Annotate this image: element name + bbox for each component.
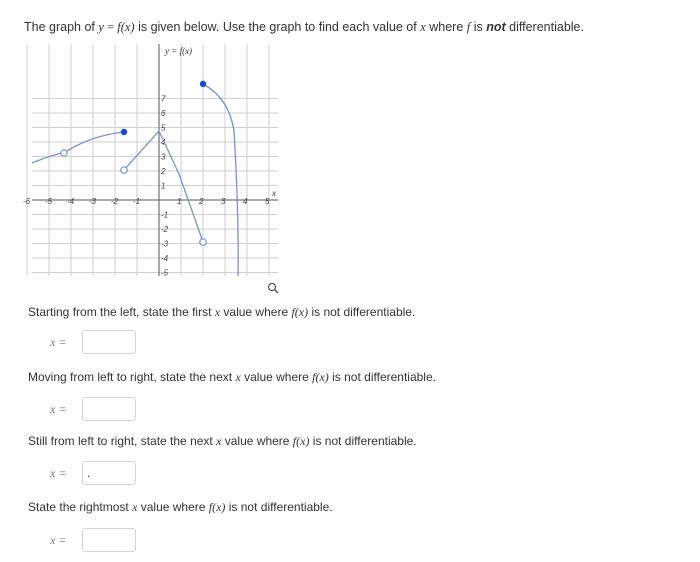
x-tick-label: 5 — [265, 197, 270, 206]
q3-fx: f(x) — [292, 434, 310, 448]
q4-mid: value where — [137, 500, 209, 514]
answer-input-2[interactable] — [82, 397, 136, 421]
x-tick-label: -4 — [67, 197, 75, 206]
q1-mid: value where — [220, 305, 292, 319]
magnifier-icon[interactable] — [269, 284, 279, 294]
q2-var: x — [235, 370, 241, 384]
question-2 — [28, 370, 436, 385]
intro-x: x — [420, 20, 426, 34]
q4-var: x — [132, 500, 138, 514]
answer-input-3[interactable] — [82, 461, 136, 485]
x-tick-label: 3 — [221, 197, 226, 206]
x-tick-label: -3 — [89, 197, 97, 206]
graph-svg — [24, 36, 286, 298]
open-point-bottom — [200, 239, 206, 245]
intro-y: y — [98, 20, 104, 34]
x-tick-label: -1 — [133, 197, 141, 206]
x-tick-label: 2 — [199, 197, 204, 206]
closed-point-left — [121, 129, 127, 135]
answer-input-1[interactable] — [82, 330, 136, 354]
y-tick-label: 5 — [161, 123, 166, 133]
y-tick-label: 7 — [161, 94, 166, 104]
magnifier-lens — [269, 284, 276, 291]
intro-text-b: is given below. Use the graph to find each value of — [134, 20, 421, 34]
q3-mid: value where — [221, 434, 293, 448]
q4-fx: f(x) — [208, 500, 226, 514]
magnifier-handle — [275, 290, 279, 294]
answer-row-4 — [50, 526, 136, 554]
x-tick-label: -5 — [45, 197, 53, 206]
open-point-mid — [121, 167, 127, 173]
question-1 — [28, 305, 415, 320]
answer-row-2 — [50, 395, 136, 423]
y-tick-label: -2 — [161, 225, 169, 234]
q2-fx: f(x) — [312, 370, 329, 384]
function-label: y = f(x) — [165, 46, 193, 56]
question-4 — [28, 500, 333, 515]
x-tick-label: 4 — [243, 197, 248, 206]
y-tick-label: -3 — [161, 239, 169, 249]
q4-post: is not differentiable. — [225, 500, 333, 514]
y-tick-label: 4 — [161, 138, 166, 147]
y-tick-label: 6 — [161, 109, 166, 118]
intro-f: f — [466, 20, 471, 34]
answer-row-3 — [50, 459, 136, 487]
q3-pre: Still from left to right, state the next — [28, 434, 217, 448]
curves — [32, 81, 238, 276]
q2-pre: Moving from left to right, state the next — [28, 370, 236, 384]
function-graph — [24, 36, 286, 298]
open-point-left — [61, 150, 67, 156]
q2-mid: value where — [240, 370, 313, 384]
grid — [27, 44, 278, 276]
intro-not: not — [486, 20, 506, 34]
answer-label-4: x = — [50, 532, 67, 547]
q1-post: is not differentiable. — [308, 305, 416, 319]
y-tick-label: 3 — [161, 152, 166, 162]
y-tick-label: 1 — [161, 181, 166, 191]
intro-eq: = — [103, 20, 118, 34]
q1-pre: Starting from the left, state the first — [28, 305, 215, 319]
q3-post: is not differentiable. — [309, 434, 417, 448]
answer-label-3: x = — [50, 465, 67, 480]
q1-fx: f(x) — [291, 305, 309, 319]
answer-input-4[interactable] — [82, 528, 136, 552]
answer-row-1 — [50, 328, 136, 356]
problem-statement — [24, 20, 584, 35]
x-tick-label: -6 — [23, 197, 31, 206]
question-3 — [28, 434, 417, 449]
y-tick-label: -4 — [161, 254, 169, 263]
closed-point-right — [200, 81, 206, 87]
q1-var: x — [214, 305, 221, 319]
x-tick-label: 1 — [177, 197, 182, 206]
curve-segment-left — [32, 153, 64, 163]
intro-fx: f(x) — [117, 20, 135, 34]
y-tick-label: -1 — [161, 210, 169, 220]
intro-text-a: The graph of — [24, 20, 99, 34]
q3-var: x — [216, 434, 222, 448]
x-tick-label: -2 — [111, 197, 119, 206]
answer-label-2: x = — [50, 401, 67, 416]
y-tick-label: 2 — [161, 167, 166, 176]
intro-text-e: differentiable. — [505, 20, 584, 34]
answer-label-1: x = — [50, 334, 67, 349]
q4-pre: State the rightmost — [28, 500, 133, 514]
x-axis-label: x — [272, 189, 276, 198]
q2-post: is not differentiable. — [328, 370, 436, 384]
y-tick-label: -5 — [161, 268, 169, 278]
intro-text-d: is — [470, 20, 487, 34]
axes — [32, 44, 278, 276]
intro-text-c: where — [425, 20, 467, 34]
